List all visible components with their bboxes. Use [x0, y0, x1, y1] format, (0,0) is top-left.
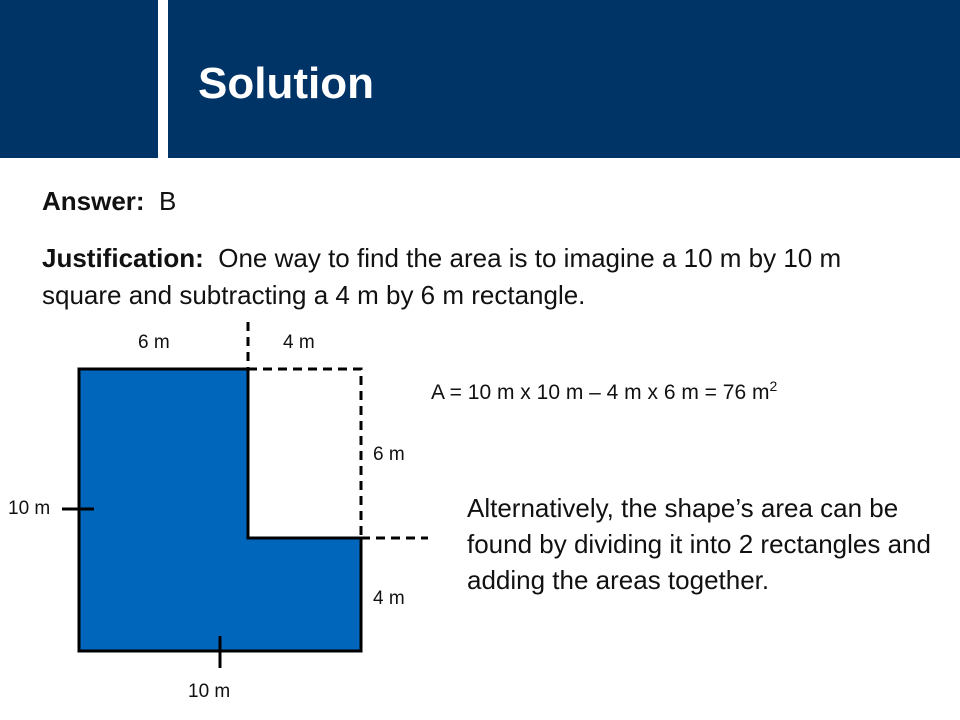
missing-rectangle-outline: [248, 369, 361, 538]
area-formula: [431, 371, 777, 408]
justification-text: One way to find the area is to imagine a 10 m by 10 m square and subtracting a 4 m by 6 m rectangle.: [42, 243, 842, 310]
left-dimension: 10 m: [8, 498, 51, 519]
answer-value: B: [159, 186, 177, 216]
top-left-dimension: 6 m: [138, 332, 170, 353]
top-right-dimension: 4 m: [283, 332, 315, 353]
page-title: Solution: [198, 59, 374, 108]
alternative-method-text: Alternatively, the shape’s area can be found by dividing it into 2 rectangles and adding the areas together.: [467, 493, 931, 595]
right-upper-dimension: 6 m: [373, 444, 405, 465]
formula-text: A = 10 m x 10 m – 4 m x 6 m = 76 m: [431, 381, 770, 404]
right-lower-dimension: 4 m: [373, 588, 405, 609]
justification-label: Justification:: [42, 243, 204, 273]
bottom-dimension: 10 m: [188, 681, 231, 702]
formula-exponent: 2: [769, 378, 778, 394]
l-shape: [79, 369, 361, 651]
answer-label: Answer:: [42, 186, 145, 216]
